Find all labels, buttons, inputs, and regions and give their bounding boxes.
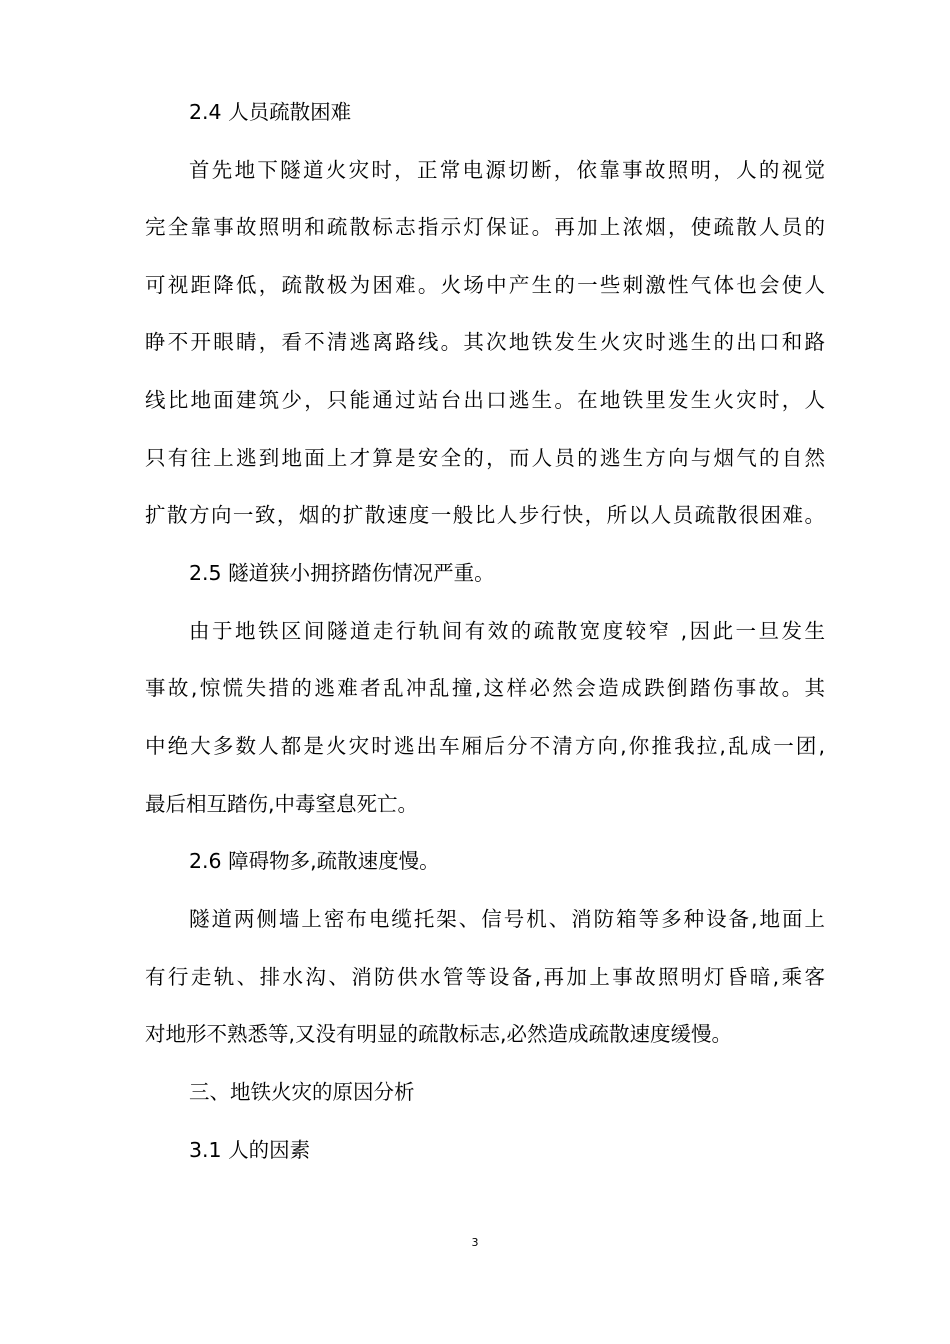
paragraph-line: 睁不开眼睛，看不清逃离路线。其次地铁发生火灾时逃生的出口和路: [145, 330, 825, 354]
paragraph-line: 有行走轨、排水沟、消防供水管等设备,再加上事故照明灯昏暗,乘客: [145, 965, 825, 989]
paragraph-line: 事故,惊慌失措的逃难者乱冲乱撞,这样必然会造成跌倒踏伤事故。其: [145, 676, 825, 700]
page-number: 3: [471, 1236, 479, 1249]
section-heading-2-6: 2.6 障碍物多,疏散速度慢。: [189, 849, 440, 873]
paragraph-line: 可视距降低，疏散极为困难。火场中产生的一些刺激性气体也会使人: [145, 273, 825, 297]
paragraph-line: 首先地下隧道火灾时，正常电源切断，依靠事故照明，人的视觉: [189, 158, 825, 182]
paragraph-line: 线比地面建筑少，只能通过站台出口逃生。在地铁里发生火灾时，人: [145, 388, 825, 412]
paragraph-line: 对地形不熟悉等,又没有明显的疏散标志,必然造成疏散速度缓慢。: [145, 1022, 733, 1046]
chapter-heading: 三、地铁火灾的原因分析: [189, 1080, 415, 1104]
section-heading-2-5: 2.5 隧道狭小拥挤踏伤情况严重。: [189, 561, 495, 585]
section-heading-2-4: 2.4 人员疏散困难: [189, 100, 352, 124]
paragraph-line: 扩散方向一致，烟的扩散速度一般比人步行快，所以人员疏散很困难。: [145, 503, 825, 527]
paragraph-line: 最后相互踏伤,中毒窒息死亡。: [145, 792, 419, 816]
paragraph-line: 由于地铁区间隧道走行轨间有效的疏散宽度较窄 ,因此一旦发生: [189, 619, 825, 643]
paragraph-line: 完全靠事故照明和疏散标志指示灯保证。再加上浓烟，使疏散人员的: [145, 215, 825, 239]
paragraph-line: 只有往上逃到地面上才算是安全的，而人员的逃生方向与烟气的自然: [145, 446, 825, 470]
section-heading-3-1: 3.1 人的因素: [189, 1138, 311, 1162]
paragraph-line: 中绝大多数人都是火灾时逃出车厢后分不清方向,你推我拉,乱成一团,: [145, 734, 825, 758]
paragraph-line: 隧道两侧墙上密布电缆托架、信号机、消防箱等多种设备,地面上: [189, 907, 825, 931]
